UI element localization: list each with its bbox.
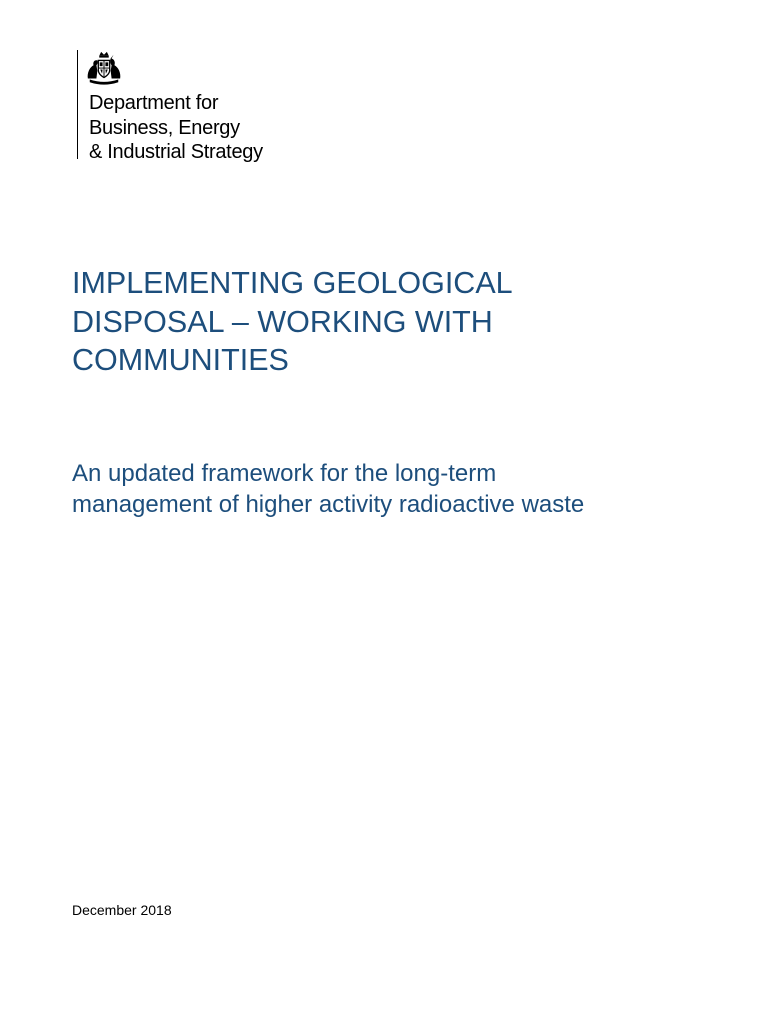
publication-date: December 2018 xyxy=(72,902,172,918)
subtitle-line: management of higher activity radioactive waste xyxy=(72,491,585,518)
department-name-line: Department for xyxy=(89,92,219,114)
title-line: IMPLEMENTING GEOLOGICAL xyxy=(72,266,513,300)
department-logo xyxy=(75,50,335,163)
subtitle-line: An updated framework for the long-term xyxy=(72,460,497,487)
department-name xyxy=(89,91,263,165)
document-title xyxy=(72,264,712,380)
logo-divider xyxy=(77,50,78,159)
royal-coat-of-arms-icon xyxy=(85,50,123,88)
document-subtitle xyxy=(72,458,732,520)
title-line: COMMUNITIES xyxy=(72,343,289,377)
department-name-line: & Industrial Strategy xyxy=(89,141,263,163)
department-name-line: Business, Energy xyxy=(89,116,240,139)
title-line: DISPOSAL – WORKING WITH xyxy=(72,304,493,339)
